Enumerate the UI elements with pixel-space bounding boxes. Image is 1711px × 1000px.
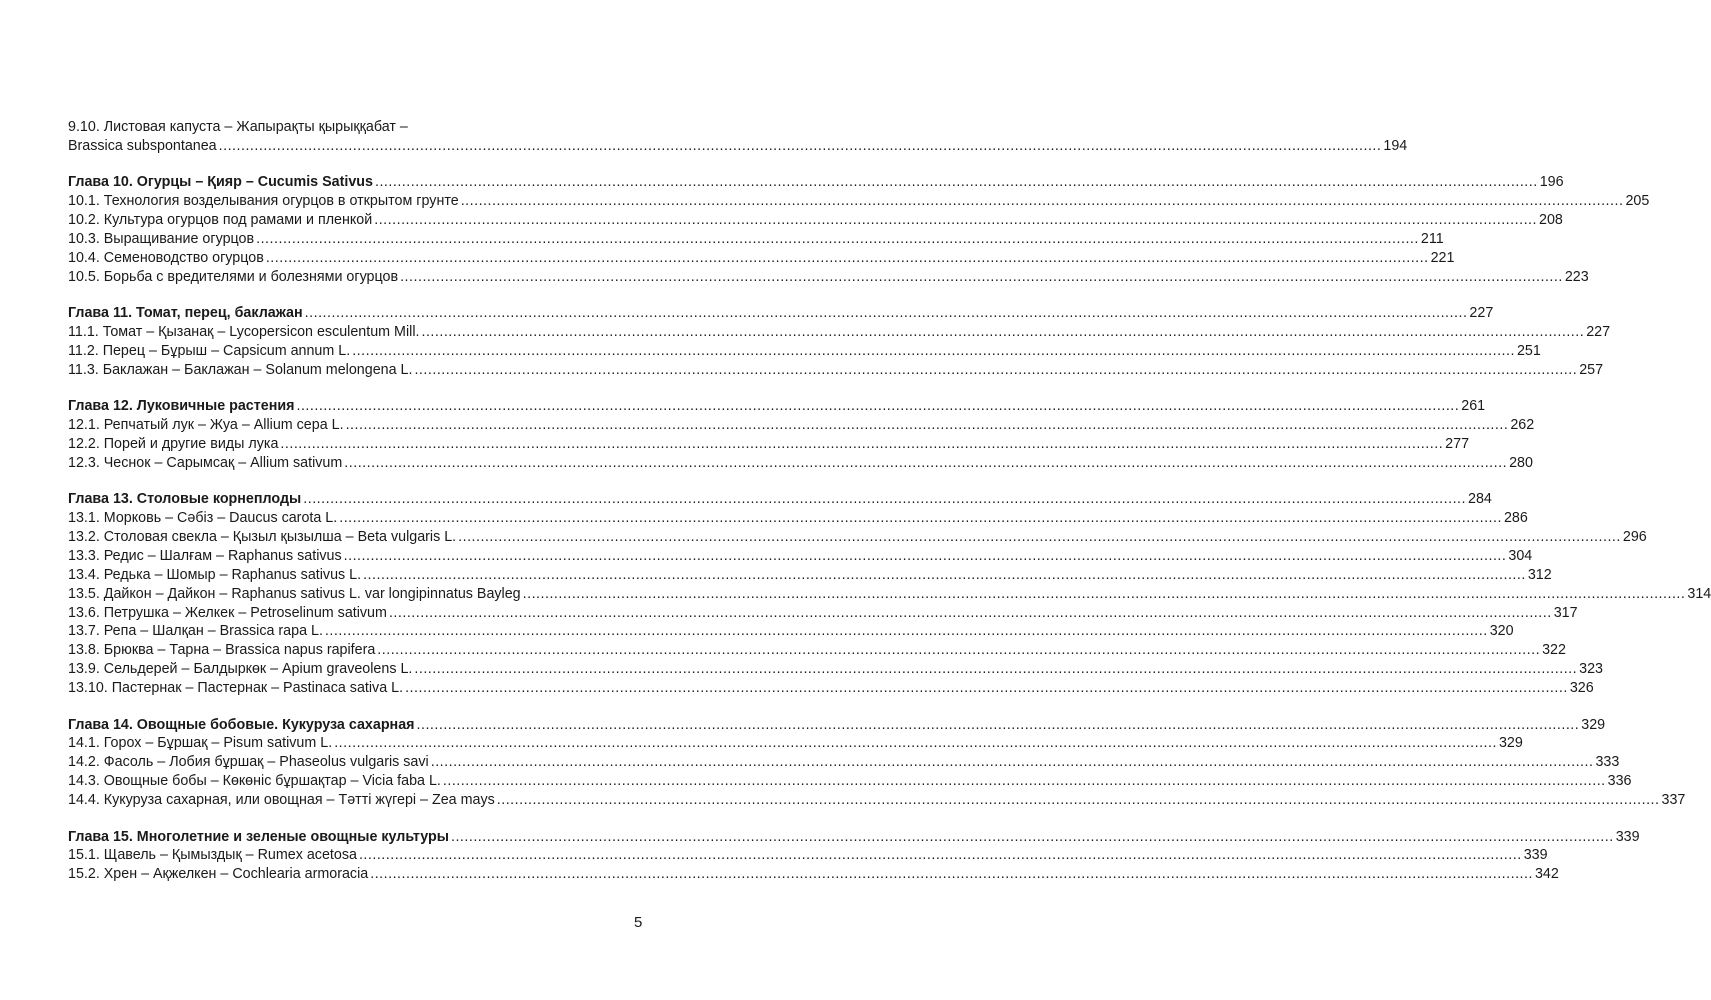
- dot-leader: ....................................................................................................................................................................................................................................................................: [352, 342, 1515, 359]
- toc-entry-title: 10.2. Культура огурцов под рамами и пленкой: [68, 212, 373, 229]
- toc-entry: [68, 118, 640, 137]
- dot-leader: ....................................................................................................................................................................................................................................................................: [450, 828, 1614, 845]
- toc-entry: [68, 865, 1559, 884]
- toc-entry-title: Глава 13. Столовые корнеплоды: [68, 491, 302, 508]
- dot-leader: ....................................................................................................................................................................................................................................................................: [296, 398, 1460, 415]
- toc-entry-title: Глава 12. Луковичные растения: [68, 398, 295, 415]
- toc-entry-title: 10.5. Борьба с вредителями и болезнями огурцов: [68, 268, 399, 285]
- table-of-contents: [68, 118, 1711, 884]
- toc-page-number: 339: [1615, 828, 1640, 845]
- toc-page-number: 196: [1539, 174, 1564, 191]
- dot-leader: ....................................................................................................................................................................................................................................................................: [496, 792, 1660, 809]
- toc-page-number: 337: [1661, 792, 1686, 809]
- toc-entry-title: 10.4. Семеноводство огурцов: [68, 249, 264, 266]
- toc-entry-title: 9.10. Листовая капуста – Жапырақты қырыққабат –: [68, 119, 408, 135]
- section-gap: [68, 380, 640, 398]
- toc-entry-title: 15.1. Щавель – Қымыздық – Rumex acetosa: [68, 847, 357, 864]
- toc-entry: [68, 791, 1686, 810]
- toc-entry-title: Глава 15. Многолетние и зеленые овощные культуры: [68, 828, 449, 845]
- toc-entry: [68, 566, 1552, 585]
- toc-entry: [68, 435, 1470, 454]
- toc-chapter-heading: [68, 716, 1606, 735]
- toc-entry-title: 13.4. Редька – Шомыр – Raphanus sativus L.: [68, 566, 362, 583]
- toc-page-number: 336: [1607, 773, 1632, 790]
- toc-page-number: 284: [1468, 491, 1492, 508]
- toc-entry: [68, 604, 1578, 623]
- dot-leader: ....................................................................................................................................................................................................................................................................: [370, 866, 1533, 883]
- toc-page-number: 211: [1420, 230, 1444, 247]
- section-gap: [68, 810, 640, 828]
- toc-entry: [68, 192, 1650, 211]
- toc-entry-title: 11.1. Томат – Қызанақ – Lycopersicon esculentum Mill.: [68, 324, 420, 341]
- dot-leader: ....................................................................................................................................................................................................................................................................: [345, 417, 1509, 434]
- toc-entry-title: 12.1. Репчатый лук – Жуа – Allium cepa L.: [68, 417, 344, 434]
- toc-entry: [68, 734, 1523, 753]
- toc-entry: [68, 361, 1604, 380]
- toc-page-number: 317: [1553, 604, 1578, 621]
- dot-leader: ....................................................................................................................................................................................................................................................................: [421, 324, 1585, 341]
- toc-entry: [68, 509, 1528, 528]
- toc-page-number: 322: [1542, 642, 1566, 659]
- toc-entry-title: 13.7. Репа – Шалқан – Brassica rapa L.: [68, 623, 323, 640]
- toc-page-number: 227: [1586, 324, 1611, 341]
- toc-entry: [68, 547, 1533, 566]
- dot-leader: ....................................................................................................................................................................................................................................................................: [265, 249, 1429, 266]
- toc-page-number: 329: [1498, 735, 1523, 752]
- toc-page-number: 194: [1383, 137, 1408, 154]
- toc-page-number: 277: [1445, 435, 1470, 452]
- toc-entry: [68, 268, 1589, 287]
- toc-page-number: 304: [1508, 547, 1533, 564]
- toc-page-number: 339: [1523, 847, 1548, 864]
- toc-page-number: 262: [1510, 417, 1535, 434]
- toc-entry-title: 15.2. Хрен – Ақжелкен – Cochlearia armoracia: [68, 866, 369, 883]
- toc-page-number: 221: [1430, 249, 1455, 266]
- toc-entry: [68, 753, 1620, 772]
- toc-entry-title: 12.2. Порей и другие виды лука: [68, 435, 279, 452]
- toc-entry-title: Глава 14. Овощные бобовые. Кукуруза сахарная: [68, 716, 415, 733]
- dot-leader: ....................................................................................................................................................................................................................................................................: [522, 585, 1686, 602]
- dot-leader: ....................................................................................................................................................................................................................................................................: [388, 604, 1552, 621]
- toc-entry: [68, 342, 1541, 361]
- toc-entry: [68, 249, 1455, 268]
- dot-leader: ....................................................................................................................................................................................................................................................................: [334, 735, 1497, 752]
- toc-page-number: 323: [1579, 661, 1603, 678]
- toc-entry-title: 13.3. Редис – Шалғам – Raphanus sativus: [68, 547, 342, 564]
- dot-leader: ....................................................................................................................................................................................................................................................................: [430, 754, 1594, 771]
- toc-page-number: 205: [1625, 193, 1650, 210]
- toc-page-number: 320: [1489, 623, 1514, 640]
- toc-entry: [68, 846, 1548, 865]
- dot-leader: ....................................................................................................................................................................................................................................................................: [405, 680, 1568, 697]
- toc-page-number: 326: [1569, 680, 1594, 697]
- toc-entry-title: 11.2. Перец – Бұрыш – Capsicum annum L.: [68, 342, 351, 359]
- toc-entry: [68, 772, 1632, 791]
- dot-leader: ....................................................................................................................................................................................................................................................................: [374, 174, 1538, 191]
- toc-entry-title: 13.2. Столовая свекла – Қызыл қызылша – Beta vulgaris L.: [68, 529, 457, 546]
- toc-entry-title: Brassica subspontanea: [68, 137, 217, 154]
- toc-page-number: 286: [1503, 510, 1528, 527]
- dot-leader: ....................................................................................................................................................................................................................................................................: [343, 547, 1507, 564]
- toc-entry-title: Глава 11. Томат, перец, баклажан: [68, 305, 303, 322]
- toc-page-number: 314: [1687, 585, 1711, 602]
- toc-page-number: 223: [1564, 268, 1589, 285]
- toc-entry: [68, 622, 1514, 641]
- toc-chapter-heading: [68, 490, 1492, 509]
- toc-entry-title: 13.1. Морковь – Сәбіз – Daucus carota L.: [68, 510, 338, 527]
- toc-entry: [68, 416, 1535, 435]
- toc-chapter-heading: [68, 173, 1564, 192]
- page-number: 5: [634, 914, 643, 931]
- toc-entry-title: Глава 10. Огурцы – Қияр – Cucumis Sativus: [68, 174, 373, 191]
- dot-leader: ....................................................................................................................................................................................................................................................................: [363, 566, 1526, 583]
- section-gap: [68, 698, 640, 716]
- toc-page-number: 333: [1595, 754, 1620, 771]
- dot-leader: ....................................................................................................................................................................................................................................................................: [358, 847, 1522, 864]
- toc-entry: [68, 660, 1603, 679]
- toc-chapter-heading: [68, 828, 1640, 847]
- dot-leader: ....................................................................................................................................................................................................................................................................: [256, 230, 1419, 247]
- toc-entry: [68, 230, 1444, 249]
- dot-leader: ....................................................................................................................................................................................................................................................................: [414, 361, 1578, 378]
- toc-entry: [68, 585, 1711, 604]
- toc-page-number: 227: [1469, 305, 1494, 322]
- toc-entry: [68, 679, 1594, 698]
- section-gap: [68, 156, 640, 174]
- toc-page-number: 329: [1581, 716, 1606, 733]
- toc-entry-title: 14.2. Фасоль – Лобия бұршақ – Phaseolus vulgaris savi: [68, 754, 429, 771]
- toc-chapter-heading: [68, 397, 1486, 416]
- section-gap: [68, 473, 640, 491]
- toc-entry: [68, 528, 1647, 547]
- toc-page-number: 296: [1622, 529, 1647, 546]
- toc-entry-title: 12.3. Чеснок – Сарымсақ – Allium sativum: [68, 454, 343, 471]
- dot-leader: ....................................................................................................................................................................................................................................................................: [324, 623, 1488, 640]
- toc-page-number: 251: [1516, 342, 1541, 359]
- dot-leader: ....................................................................................................................................................................................................................................................................: [304, 305, 1468, 322]
- dot-leader: ....................................................................................................................................................................................................................................................................: [280, 435, 1444, 452]
- toc-page-number: 257: [1579, 361, 1604, 378]
- dot-leader: ....................................................................................................................................................................................................................................................................: [374, 212, 1537, 229]
- toc-entry: [68, 323, 1611, 342]
- toc-entry-title: 13.5. Дайкон – Дайкон – Raphanus sativus L. var longipinnatus Bayleg: [68, 585, 521, 602]
- toc-entry-title: 10.3. Выращивание огурцов: [68, 230, 255, 247]
- dot-leader: ....................................................................................................................................................................................................................................................................: [303, 491, 1467, 508]
- dot-leader: ....................................................................................................................................................................................................................................................................: [377, 642, 1541, 659]
- toc-chapter-heading: [68, 304, 1494, 323]
- toc-entry-title: 14.3. Овощные бобы – Көкөніс бұршақтар – Vicia faba L.: [68, 773, 441, 790]
- toc-page-number: 280: [1509, 454, 1533, 471]
- toc-entry-title: 13.8. Брюква – Тарна – Brassica napus rapifera: [68, 642, 376, 659]
- toc-entry: [68, 211, 1563, 230]
- dot-leader: ....................................................................................................................................................................................................................................................................: [458, 529, 1621, 546]
- toc-entry-title: 11.3. Баклажан – Баклажан – Solanum melongena L.: [68, 361, 413, 378]
- dot-leader: ....................................................................................................................................................................................................................................................................: [442, 773, 1606, 790]
- toc-entry-title: 14.1. Горох – Бұршақ – Pisum sativum L.: [68, 735, 333, 752]
- dot-leader: ....................................................................................................................................................................................................................................................................: [218, 137, 1382, 154]
- toc-page-number: 342: [1534, 866, 1559, 883]
- toc-entry-title: 10.1. Технология возделывания огурцов в открытом грунте: [68, 193, 459, 210]
- dot-leader: ....................................................................................................................................................................................................................................................................: [344, 454, 1508, 471]
- dot-leader: ....................................................................................................................................................................................................................................................................: [460, 193, 1624, 210]
- toc-entry: [68, 137, 1408, 156]
- dot-leader: ....................................................................................................................................................................................................................................................................: [416, 716, 1580, 733]
- toc-entry-title: 13.10. Пастернак – Пастернак – Pastinaca sativa L.: [68, 680, 404, 697]
- toc-entry-title: 13.9. Сельдерей – Балдыркөк – Apium graveolens L.: [68, 661, 413, 678]
- dot-leader: ....................................................................................................................................................................................................................................................................: [339, 510, 1502, 527]
- toc-entry-title: 13.6. Петрушка – Желкек – Petroselinum sativum: [68, 604, 387, 621]
- toc-entry-title: 14.4. Кукуруза сахарная, или овощная – Тәтті жүгері – Zea mays: [68, 792, 495, 809]
- section-gap: [68, 287, 640, 305]
- dot-leader: ....................................................................................................................................................................................................................................................................: [400, 268, 1563, 285]
- toc-page-number: 261: [1461, 398, 1486, 415]
- dot-leader: ....................................................................................................................................................................................................................................................................: [414, 661, 1578, 678]
- toc-entry: [68, 454, 1533, 473]
- toc-entry: [68, 641, 1566, 660]
- toc-page-number: 208: [1539, 212, 1563, 229]
- toc-page-number: 312: [1527, 566, 1552, 583]
